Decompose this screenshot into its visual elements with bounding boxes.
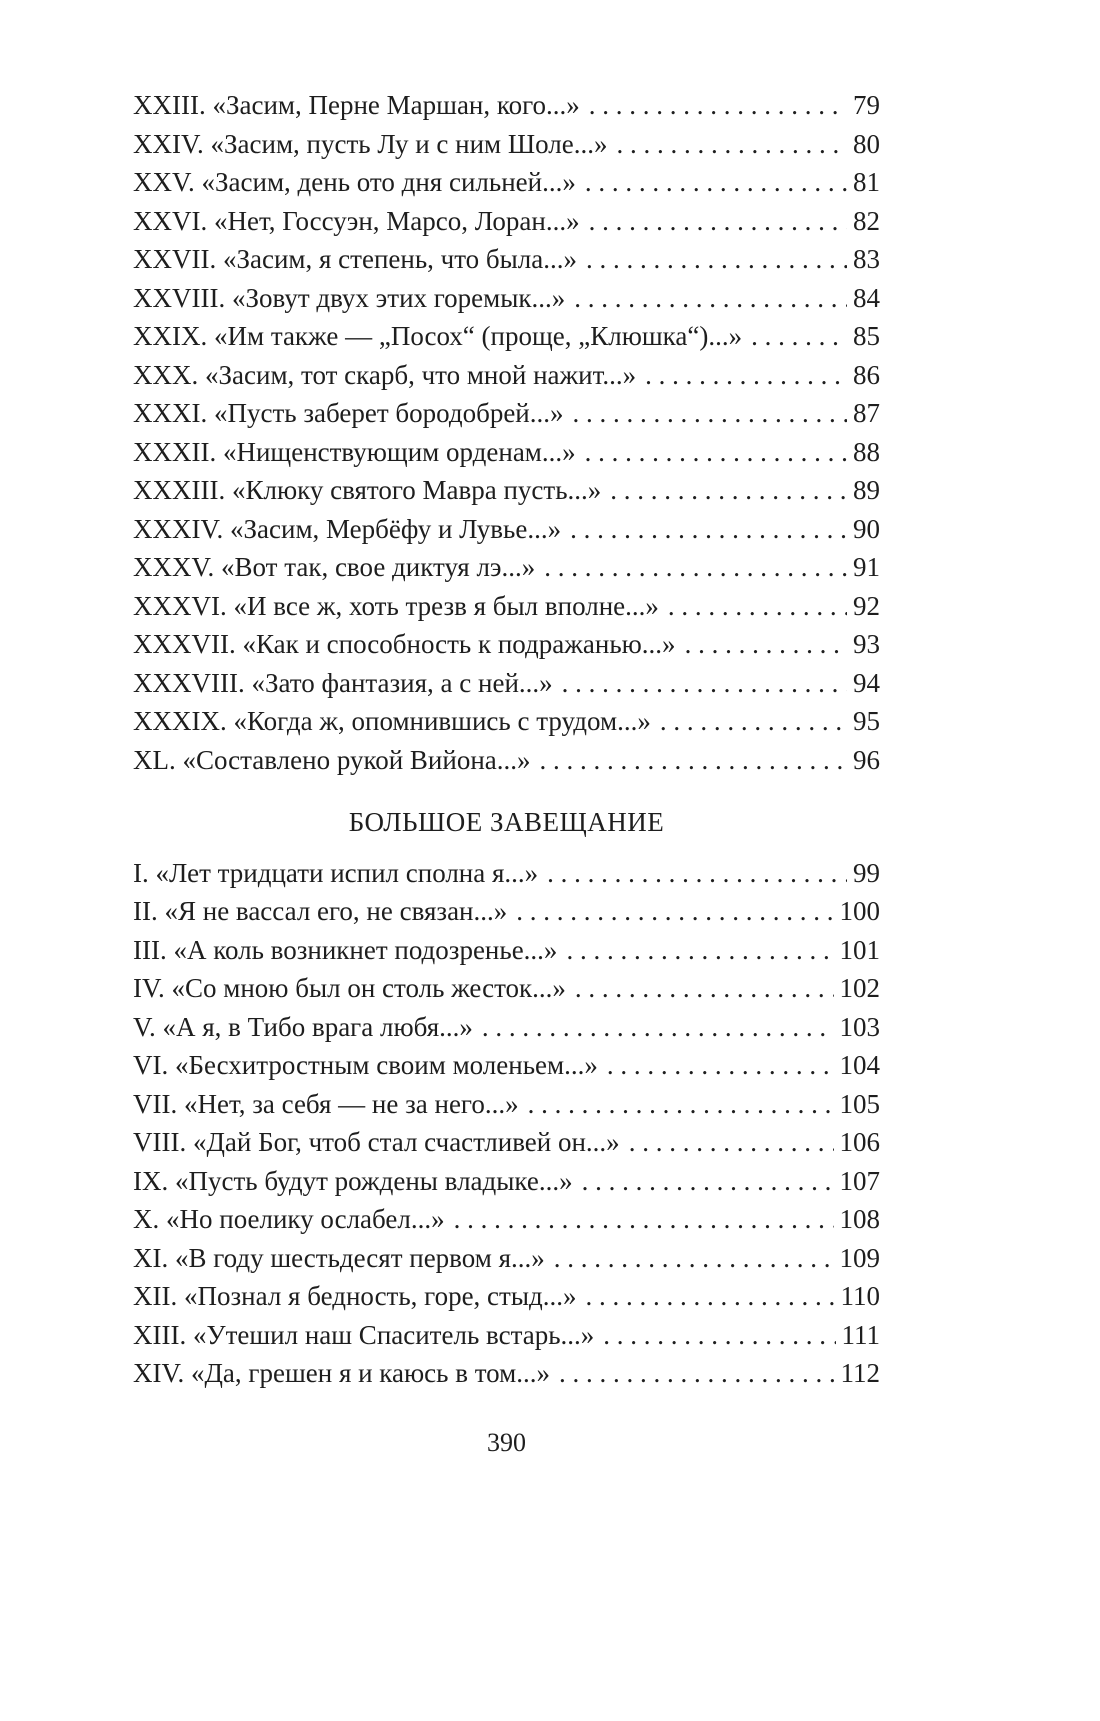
toc-entry [133, 1354, 880, 1393]
dot-leader [660, 702, 847, 741]
toc-entry-label: XIV. «Да, грешен я и каюсь в том...» [133, 1358, 550, 1388]
toc-entry-page: 110 [840, 1281, 880, 1311]
toc-entry [133, 317, 880, 356]
dot-leader [610, 471, 847, 510]
toc-entry-label: IV. «Со мною был он столь жесток...» [133, 973, 566, 1003]
toc-entry-page: 91 [853, 552, 880, 582]
toc-entry [133, 1123, 880, 1162]
toc-entry-label: I. «Лет тридцати испил сполна я...» [133, 857, 539, 888]
toc-entry [133, 240, 880, 279]
toc-entry [133, 625, 880, 664]
toc-entry-label: XI. «В году шестьдесят первом я...» [133, 1242, 545, 1273]
toc-entry [133, 854, 880, 893]
toc-entry [133, 471, 880, 510]
toc-entry [133, 433, 880, 472]
toc-entry-page: 107 [839, 1165, 880, 1196]
toc-entry-label: XXIV. «Засим, пусть Лу и с ним Шоле...» [133, 128, 608, 159]
dot-leader [575, 969, 834, 1008]
toc-entry [133, 86, 880, 125]
dot-leader [482, 1008, 834, 1047]
toc-entry-label: X. «Но поелику ослабел...» [133, 1204, 445, 1234]
toc-entry-label: III. «А коль возникнет подозренье...» [133, 934, 558, 965]
toc-entry-page: 79 [853, 90, 880, 120]
toc-entry-page: 101 [839, 934, 880, 965]
toc-entry-page: 85 [853, 321, 880, 351]
dot-leader [454, 1200, 834, 1239]
dot-leader [685, 625, 847, 664]
dot-leader [570, 510, 847, 549]
toc-entry-page: 94 [853, 667, 880, 698]
toc-entry-label: XXXIX. «Когда ж, опомнившись с трудом...» [133, 706, 651, 736]
toc-entry-label: XXX. «Засим, тот скарб, что мной нажит...» [133, 359, 637, 390]
dot-leader [582, 1162, 834, 1201]
toc-entry [133, 969, 880, 1008]
toc-entry-label: XXIX. «Им также — „Посох“ (проще, „Клюшка“)...» [133, 321, 743, 351]
toc-entry-page: 104 [839, 1050, 880, 1080]
dot-leader [516, 892, 833, 931]
toc-entry-page: 89 [853, 475, 880, 505]
toc-entry-page: 81 [853, 167, 880, 197]
toc-entry [133, 1277, 880, 1316]
dot-leader [562, 664, 847, 703]
toc-entry-page: 92 [853, 590, 880, 621]
dot-leader [603, 1316, 835, 1355]
page-number: 390 [487, 1427, 526, 1457]
toc-entry [133, 741, 880, 780]
toc-entry-page: 90 [853, 513, 880, 544]
dot-leader [585, 1277, 834, 1316]
toc-entry-page: 93 [853, 629, 880, 659]
toc-entry-label: VIII. «Дай Бог, чтоб стал счастливей он...» [133, 1127, 620, 1157]
toc-entry-label: XXXII. «Нищенствующим орденам...» [133, 436, 576, 467]
toc-entry-label: XXVII. «Засим, я степень, что была...» [133, 244, 577, 274]
toc-entry-label: IX. «Пусть будут рождены владыке...» [133, 1165, 573, 1196]
toc-entry-label: XXV. «Засим, день ото дня сильней...» [133, 167, 576, 197]
toc-entry [133, 892, 880, 931]
toc-entry-label: XXXIV. «Засим, Мербёфу и Лувье...» [133, 513, 562, 544]
dot-leader [585, 433, 847, 472]
toc-entry-label: XXXVI. «И все ж, хоть трезв я был вполне...» [133, 590, 659, 621]
toc-entry-label: XXXVIII. «Зато фантазия, а с ней...» [133, 667, 553, 698]
toc-entry-page: 96 [853, 744, 880, 775]
toc-entry-label: XXXIII. «Клюку святого Мавра пусть...» [133, 475, 602, 505]
dot-leader [668, 587, 847, 626]
toc-entry-page: 99 [853, 857, 880, 888]
toc-entry [133, 1316, 880, 1355]
toc-entry-label: VII. «Нет, за себя — не за него...» [133, 1088, 519, 1119]
dot-leader [751, 317, 847, 356]
toc-entry [133, 394, 880, 433]
dot-leader [645, 356, 847, 395]
dot-leader [574, 279, 847, 318]
dot-leader [544, 548, 847, 587]
dot-leader [589, 202, 847, 241]
toc-entry-page: 87 [853, 398, 880, 428]
toc-entry-page: 80 [853, 128, 880, 159]
dot-leader [586, 240, 847, 279]
toc-entry [133, 1085, 880, 1124]
toc-entry-page: 106 [839, 1127, 880, 1157]
toc-entry [133, 356, 880, 395]
toc-entry-page: 105 [839, 1088, 880, 1119]
toc-entry [133, 931, 880, 970]
table-of-contents [133, 86, 880, 1393]
toc-entry-label: XL. «Составлено рукой Вийона...» [133, 744, 531, 775]
toc-entry-label: XII. «Познал я бедность, горе, стыд...» [133, 1281, 577, 1311]
toc-entry-page: 108 [839, 1204, 880, 1234]
dot-leader [559, 1354, 835, 1393]
dot-leader [629, 1123, 834, 1162]
toc-entry [133, 587, 880, 626]
dot-leader [547, 854, 847, 893]
toc-entry [133, 1046, 880, 1085]
dot-leader [616, 125, 847, 164]
toc-entry [133, 279, 880, 318]
dot-leader [573, 394, 848, 433]
toc-entry [133, 702, 880, 741]
toc-entry [133, 1008, 880, 1047]
toc-entry-page: 112 [840, 1358, 880, 1388]
dot-leader [589, 86, 847, 125]
toc-entry [133, 125, 880, 164]
toc-entry-page: 95 [853, 706, 880, 736]
section-heading: БОЛЬШОЕ ЗАВЕЩАНИЕ [348, 807, 665, 837]
toc-entry [133, 1162, 880, 1201]
toc-entry [133, 664, 880, 703]
dot-leader [607, 1046, 834, 1085]
toc-entry-label: XIII. «Утешил наш Спаситель встарь...» [133, 1319, 595, 1350]
toc-entry-label: V. «А я, в Тибо врага любя...» [133, 1011, 473, 1042]
toc-entry-page: 103 [839, 1011, 880, 1042]
toc-entry-label: XXXV. «Вот так, свое диктуя лэ...» [133, 552, 536, 582]
toc-entry-page: 84 [853, 282, 880, 313]
toc-entry-page: 82 [853, 205, 880, 236]
toc-entry-page: 86 [853, 359, 880, 390]
toc-entry-page: 109 [839, 1242, 880, 1273]
toc-entry [133, 510, 880, 549]
toc-entry-label: XXVIII. «Зовут двух этих горемык...» [133, 282, 566, 313]
toc-entry-page: 83 [853, 244, 880, 274]
toc-entry-page: 88 [853, 436, 880, 467]
toc-entry-page: 102 [839, 973, 880, 1003]
toc-entry-page: 100 [839, 896, 880, 926]
toc-entry-label: XXIII. «Засим, Перне Маршан, кого...» [133, 90, 580, 120]
toc-entry [133, 548, 880, 587]
toc-entry-page: 111 [841, 1319, 880, 1350]
dot-leader [528, 1085, 834, 1124]
toc-entry-label: VI. «Бесхитростным своим моленьем...» [133, 1050, 598, 1080]
dot-leader [540, 741, 848, 780]
dot-leader [554, 1239, 834, 1278]
toc-entry [133, 202, 880, 241]
toc-entry-label: XXXVII. «Как и способность к подражанью...» [133, 629, 676, 659]
dot-leader [585, 163, 847, 202]
toc-entry [133, 1200, 880, 1239]
toc-entry-label: XXXI. «Пусть заберет бородобрей...» [133, 398, 564, 428]
dot-leader [566, 931, 833, 970]
toc-entry-label: XXVI. «Нет, Госсуэн, Марсо, Лоран...» [133, 205, 580, 236]
toc-entry [133, 1239, 880, 1278]
toc-entry [133, 163, 880, 202]
toc-entry-label: II. «Я не вассал его, не связан...» [133, 896, 508, 926]
